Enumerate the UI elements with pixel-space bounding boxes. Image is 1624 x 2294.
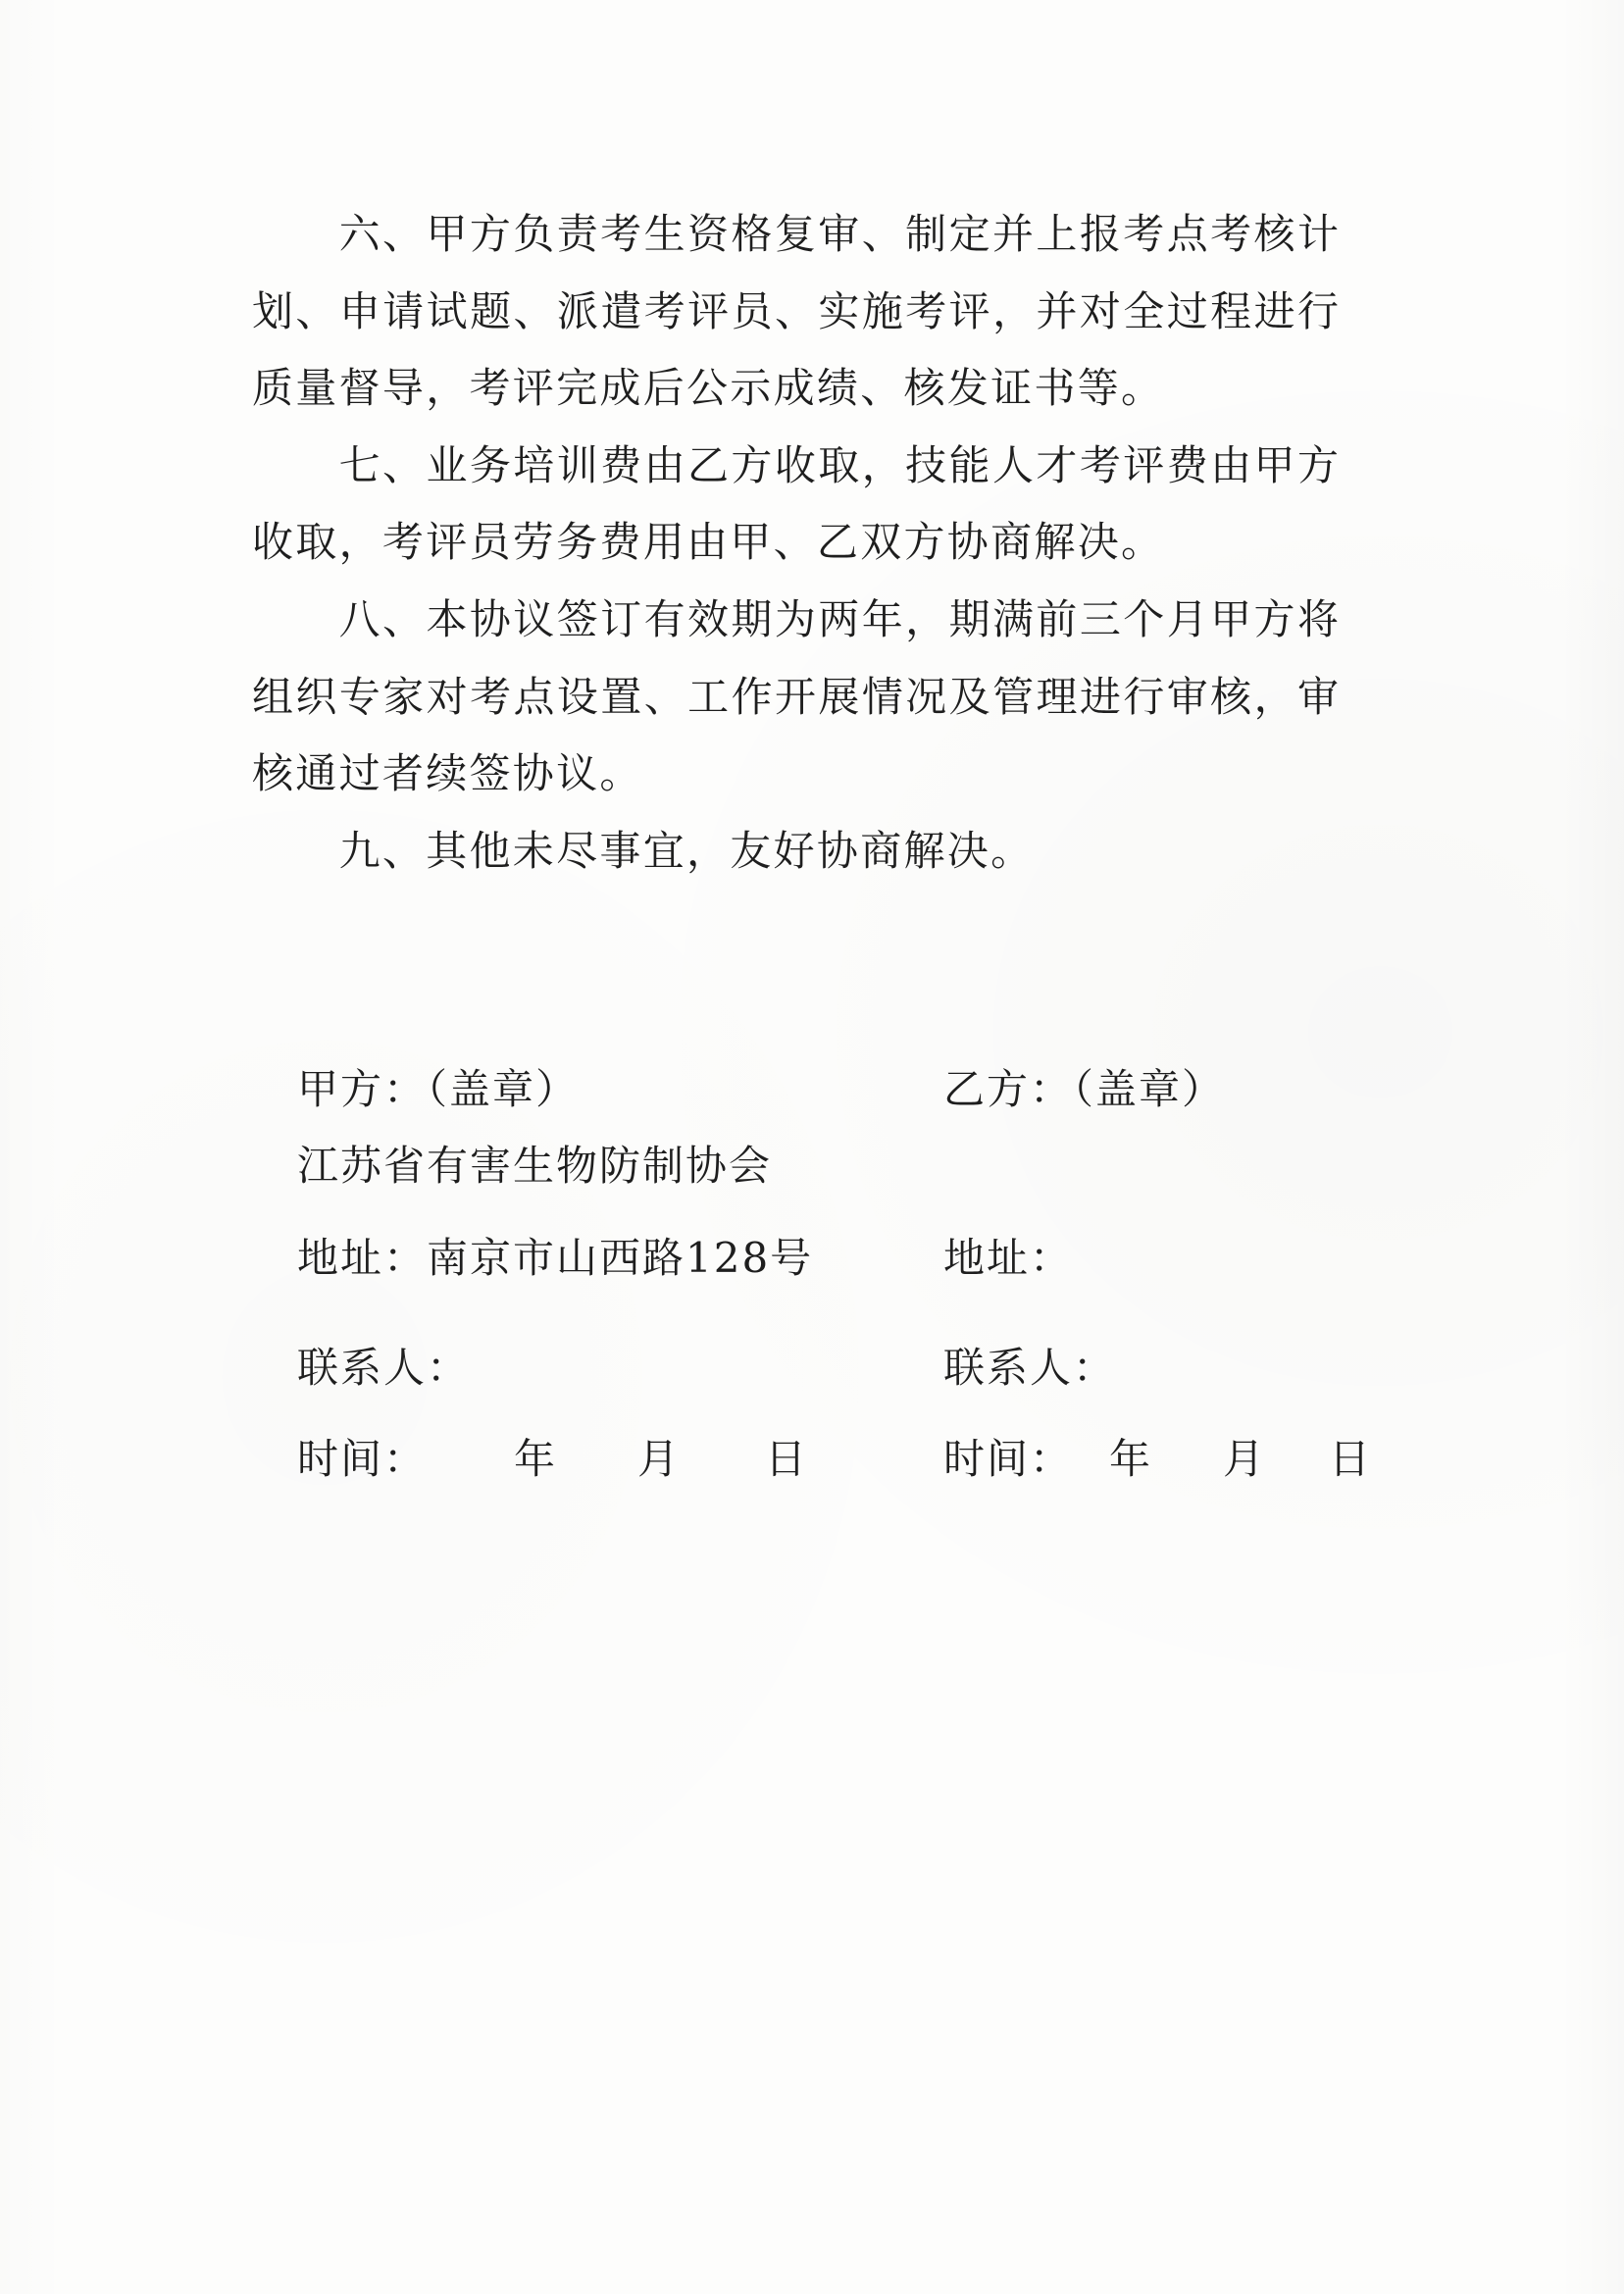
party-a-date-month: 月 (637, 1435, 682, 1483)
clause-6-line-1: 六、甲方负责考生资格复审、制定并上报考点考核计 (338, 210, 1339, 258)
clause-9-line-1: 九、其他未尽事宜，友好协商解决。 (338, 826, 1035, 875)
party-a-date-day: 日 (765, 1435, 809, 1483)
clause-8 (252, 582, 1339, 813)
party-a-date-label: 时间： (297, 1435, 428, 1483)
clause-8-line-2: 组织专家对考点设置、工作开展情况及管理进行审核，审 (252, 672, 1339, 721)
clause-8-line-1: 八、本协议签订有效期为两年，期满前三个月甲方将 (338, 594, 1339, 643)
party-a-address: 地址：南京市山西路128号 (297, 1234, 814, 1282)
clause-9 (252, 813, 1339, 891)
party-a-seal-label: 甲方：（盖章） (297, 1065, 580, 1113)
agreement-clauses (252, 196, 1339, 890)
party-b-date-year: 年 (1109, 1435, 1153, 1483)
clause-8-line-3: 核通过者续签协议。 (252, 749, 643, 798)
clause-7 (252, 428, 1339, 582)
party-b-date-day: 日 (1329, 1435, 1373, 1483)
clause-6-line-3: 质量督导，考评完成后公示成绩、核发证书等。 (252, 364, 1165, 413)
party-a-contact: 联系人： (297, 1344, 471, 1392)
clause-7-line-1: 七、业务培训费由乙方收取，技能人才考评费由甲方 (338, 440, 1339, 489)
clause-6 (252, 196, 1339, 428)
party-a-date-year: 年 (514, 1435, 558, 1483)
party-b-seal-label: 乙方：（盖章） (943, 1065, 1226, 1113)
clause-6-line-2: 划、申请试题、派遣考评员、实施考评，并对全过程进行 (252, 286, 1339, 335)
party-a-organization: 江苏省有害生物防制协会 (297, 1142, 773, 1190)
party-b-address: 地址： (943, 1234, 1074, 1282)
party-b-date-month: 月 (1223, 1435, 1267, 1483)
clause-7-line-2: 收取，考评员劳务费用由甲、乙双方协商解决。 (252, 518, 1165, 567)
party-b-date-label: 时间： (943, 1435, 1074, 1483)
party-b-contact: 联系人： (943, 1344, 1117, 1392)
